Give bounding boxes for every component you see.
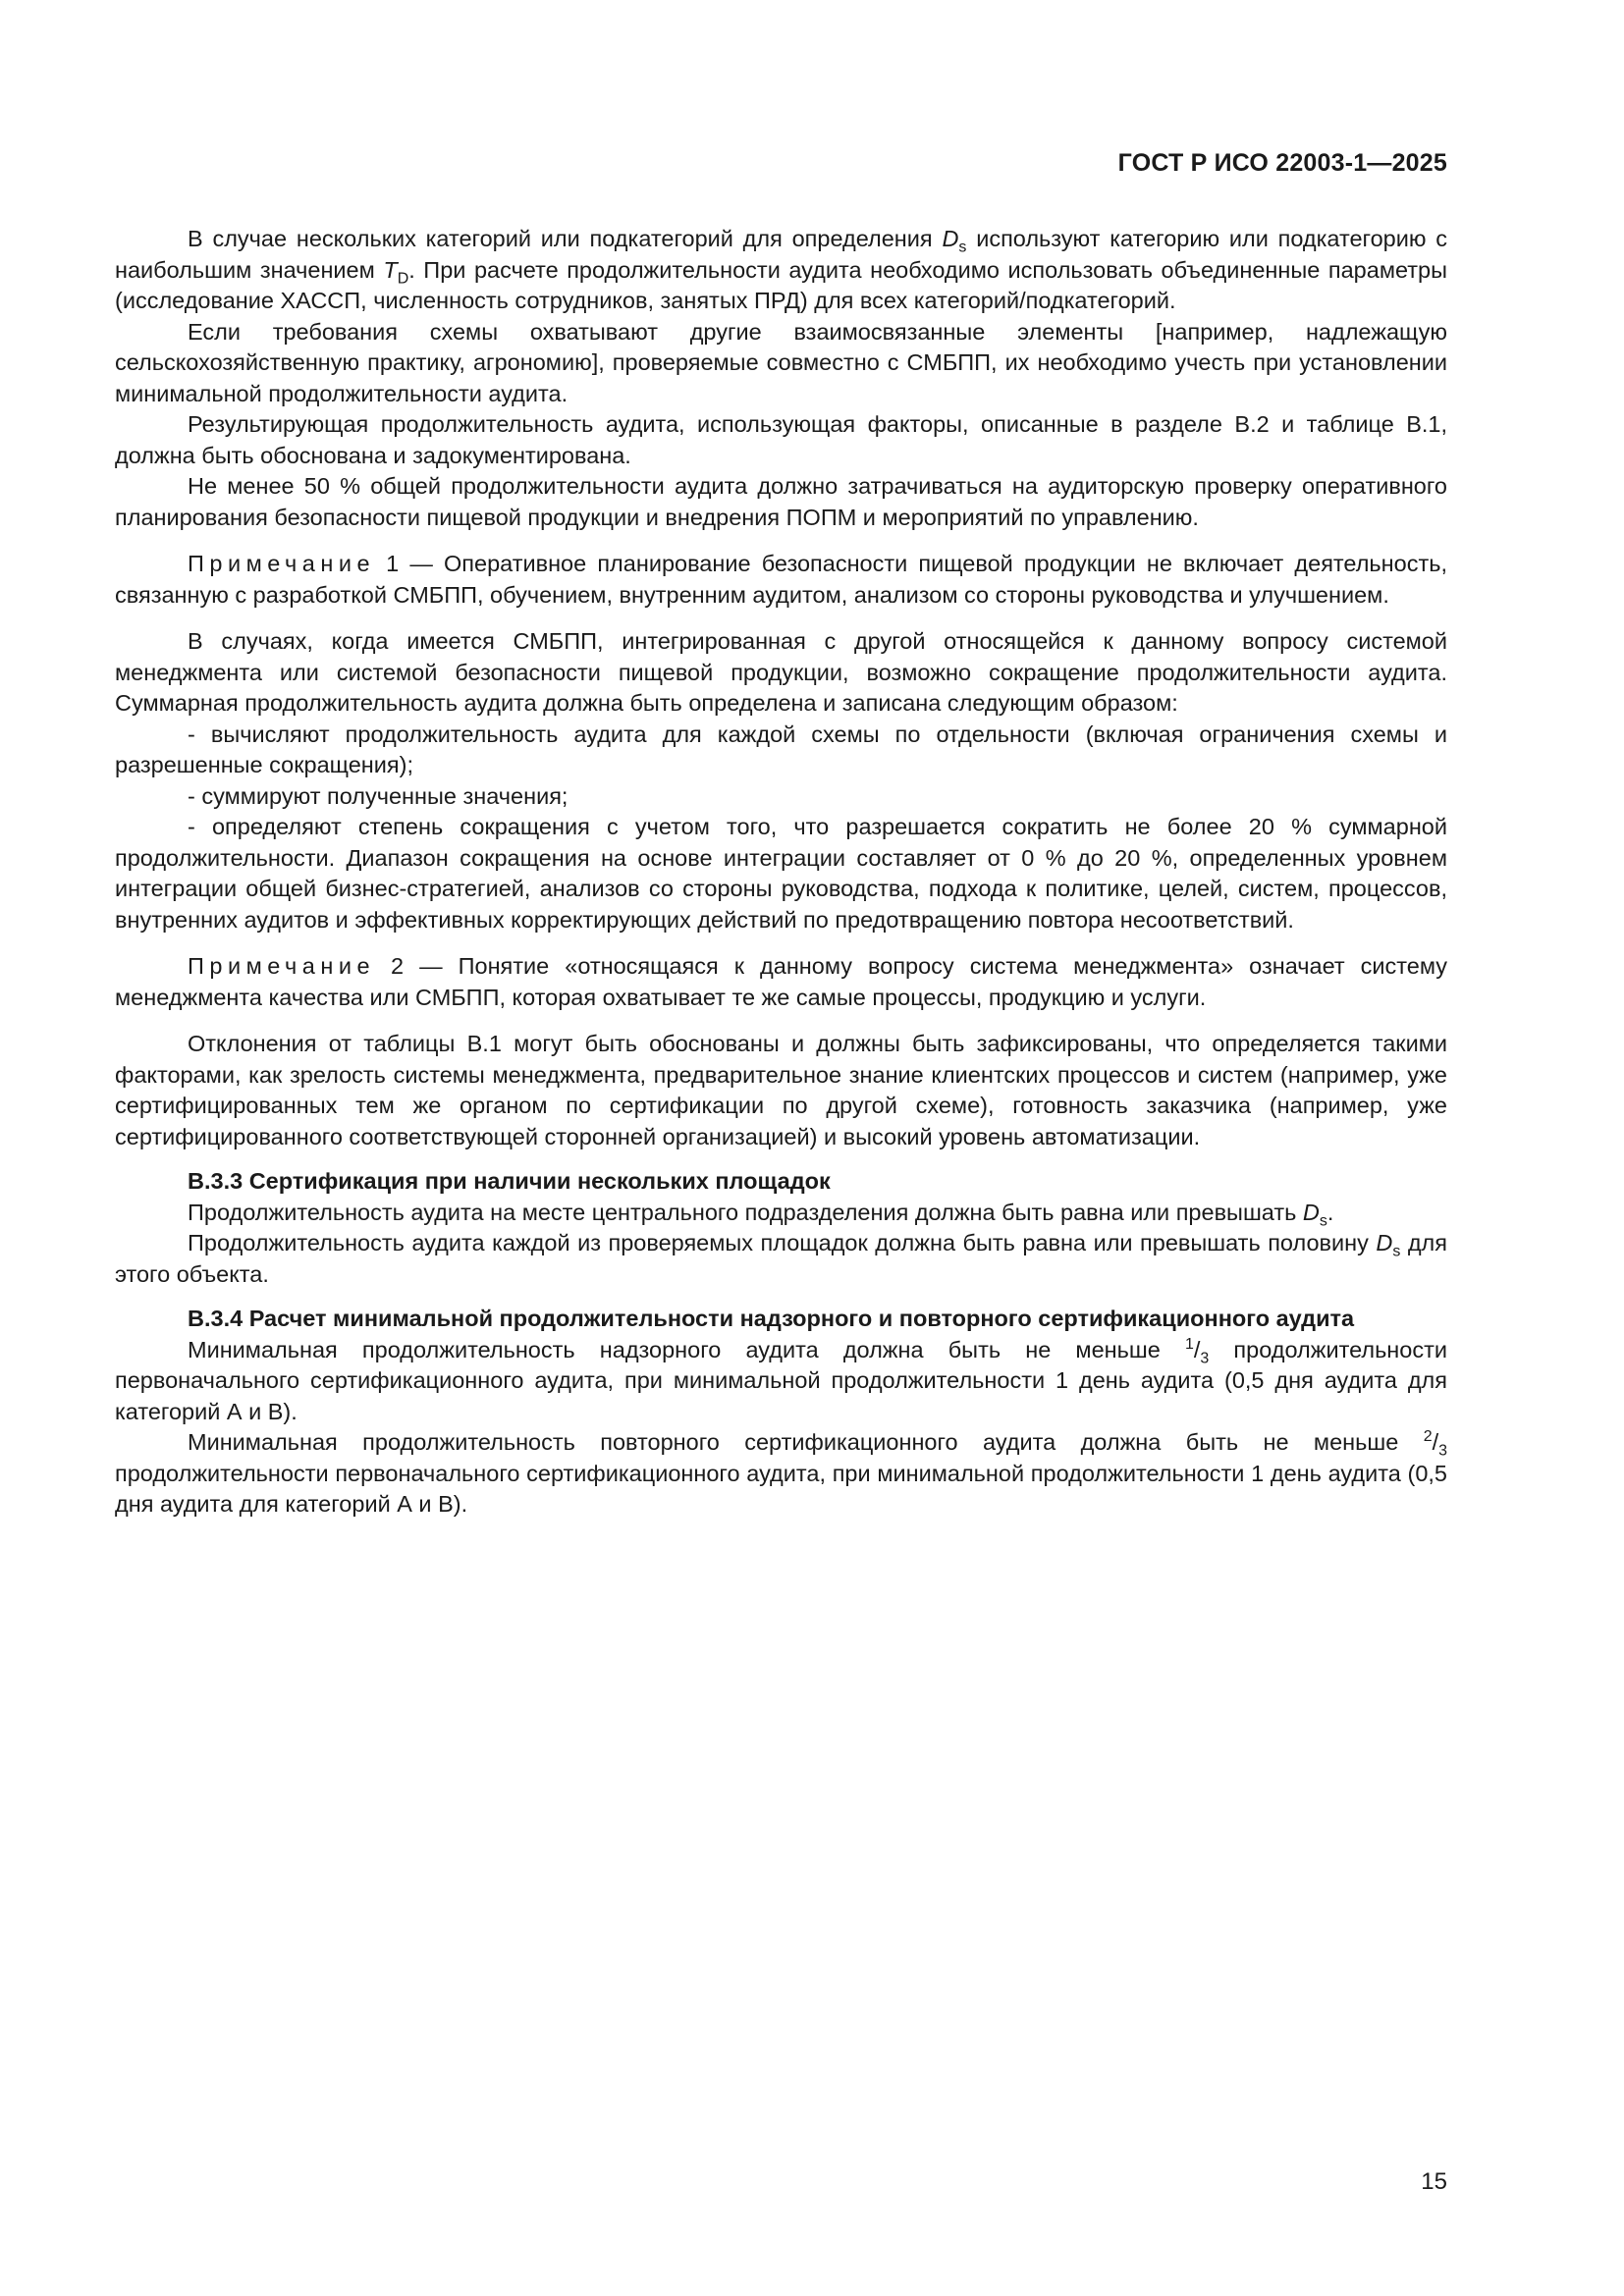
fraction-slash: /	[1193, 1336, 1201, 1362]
note-label: Примечание	[188, 551, 376, 576]
symbol-d: D	[942, 226, 959, 251]
document-body	[115, 224, 1447, 1521]
list-item: - вычисляют продолжительность аудита для каждой схемы по отдельности (включая ограничения схемы и разрешенные сокращения);	[115, 721, 1447, 777]
list-item: - суммируют полученные значения;	[188, 782, 568, 809]
fraction-denominator: 3	[1200, 1350, 1210, 1367]
symbol-d: D	[1302, 1199, 1320, 1225]
fraction-denominator: 3	[1438, 1442, 1447, 1460]
paragraph: Не менее 50 % общей продолжительности аудита должно затрачиваться на аудиторскую проверку оперативного планирования безопасности пищевой продукции и внедрения ПОПМ и мероприятий по управлению.	[115, 473, 1447, 530]
section-heading-b34: В.3.4 Расчет минимальной продолжительности надзорного и повторного сертификационного аудита	[188, 1306, 1355, 1331]
subscript-s: s	[1319, 1212, 1327, 1230]
fraction-numerator: 2	[1423, 1428, 1433, 1446]
subscript-s: s	[1392, 1243, 1401, 1260]
symbol-t: T	[383, 256, 398, 283]
fraction-numerator: 1	[1184, 1335, 1194, 1353]
paragraph: Минимальная продолжительность надзорного аудита должна быть не меньше $^1/_3$ продолжительности первоначального сертификационного аудита, при минимальной продолжительности 1 день аудита (0,5 дня аудита для категорий А и В).	[115, 1335, 1447, 1424]
document-header: ГОСТ Р ИСО 22003-1—2025	[1117, 149, 1447, 177]
fraction-slash: /	[1432, 1429, 1439, 1455]
paragraph: В случае нескольких категорий или подкатегорий для определения $D_s$ используют категорию или подкатегорию с наибольшим значением $T_D$. При расчете продолжительности аудита необходимо использовать объединенные параметры (исследование ХАССП, численность сотрудников, занятых ПРД) для всех категорий/подкатегорий.	[115, 226, 1448, 313]
paragraph: Продолжительность аудита на месте центрального подразделения должна быть равна или превышать $D_s$.	[188, 1199, 1334, 1230]
note-label: Примечание	[188, 953, 376, 979]
paragraph: Если требования схемы охватывают другие взаимосвязанные элементы [например, надлежащую сельскохозяйственную практику, агрономию], проверяемые совместно с СМБПП, их необходимо учесть при установлении минимальной продолжительности аудита.	[115, 318, 1447, 406]
symbol-d: D	[1376, 1230, 1393, 1255]
paragraph: В случаях, когда имеется СМБПП, интегрированная с другой относящейся к данному вопросу системой менеджмента или системой безопасности пищевой продукции, возможно сокращение продолжительности аудита. Суммарная продолжительность аудита должна быть определена и записана следующим образом:	[115, 628, 1447, 716]
note-2: Примечание 2 — Понятие «относящаяся к данному вопросу система менеджмента» означает систему менеджмента качества или СМБПП, которая охватывает те же самые процессы, продукцию и услуги.	[115, 953, 1447, 1010]
note-1: Примечание 1 — Оперативное планирование безопасности пищевой продукции не включает деятельность, связанную с разработкой СМБПП, обучением, внутренним аудитом, анализом со стороны руководства и улучшением.	[115, 551, 1447, 608]
list-item: - определяют степень сокращения с учетом того, что разрешается сократить не более 20 % суммарной продолжительности. Диапазон сокращения на основе интеграции составляет от 0 % до 20 %, определенных уровнем интеграции общей бизнес-стратегией, анализов со стороны руководства, подхода к политике, целей, систем, процессов, внутренних аудитов и эффективных корректирующих действий по предотвращению повтора несоответствий.	[115, 814, 1447, 933]
subscript-d: D	[397, 270, 409, 288]
paragraph: Продолжительность аудита каждой из проверяемых площадок должна быть равна или превышать половину $D_s$ для этого объекта.	[115, 1230, 1447, 1287]
paragraph: Отклонения от таблицы В.1 могут быть обоснованы и должны быть зафиксированы, что определяется такими факторами, как зрелость системы менеджмента, предварительное знание клиентских процессов и систем (например, уже сертифицированных тем же органом по сертификации по другой схеме), готовность заказчика (например, уже сертифицированного соответствующей сторонней организацией) и высокий уровень автоматизации.	[115, 1031, 1447, 1149]
paragraph: Минимальная продолжительность повторного сертификационного аудита должна быть не меньше $^2/_3$ продолжительности первоначального сертификационного аудита, при минимальной продолжительности 1 день аудита (0,5 дня аудита для категорий А и В).	[115, 1428, 1447, 1517]
page-number: 15	[1421, 2168, 1447, 2195]
subscript-s: s	[958, 239, 967, 256]
paragraph: Результирующая продолжительность аудита, использующая факторы, описанные в разделе В.2 и таблице В.1, должна быть обоснована и задокументирована.	[115, 411, 1447, 468]
section-heading-b33: В.3.3 Сертификация при наличии нескольких площадок	[188, 1168, 831, 1194]
